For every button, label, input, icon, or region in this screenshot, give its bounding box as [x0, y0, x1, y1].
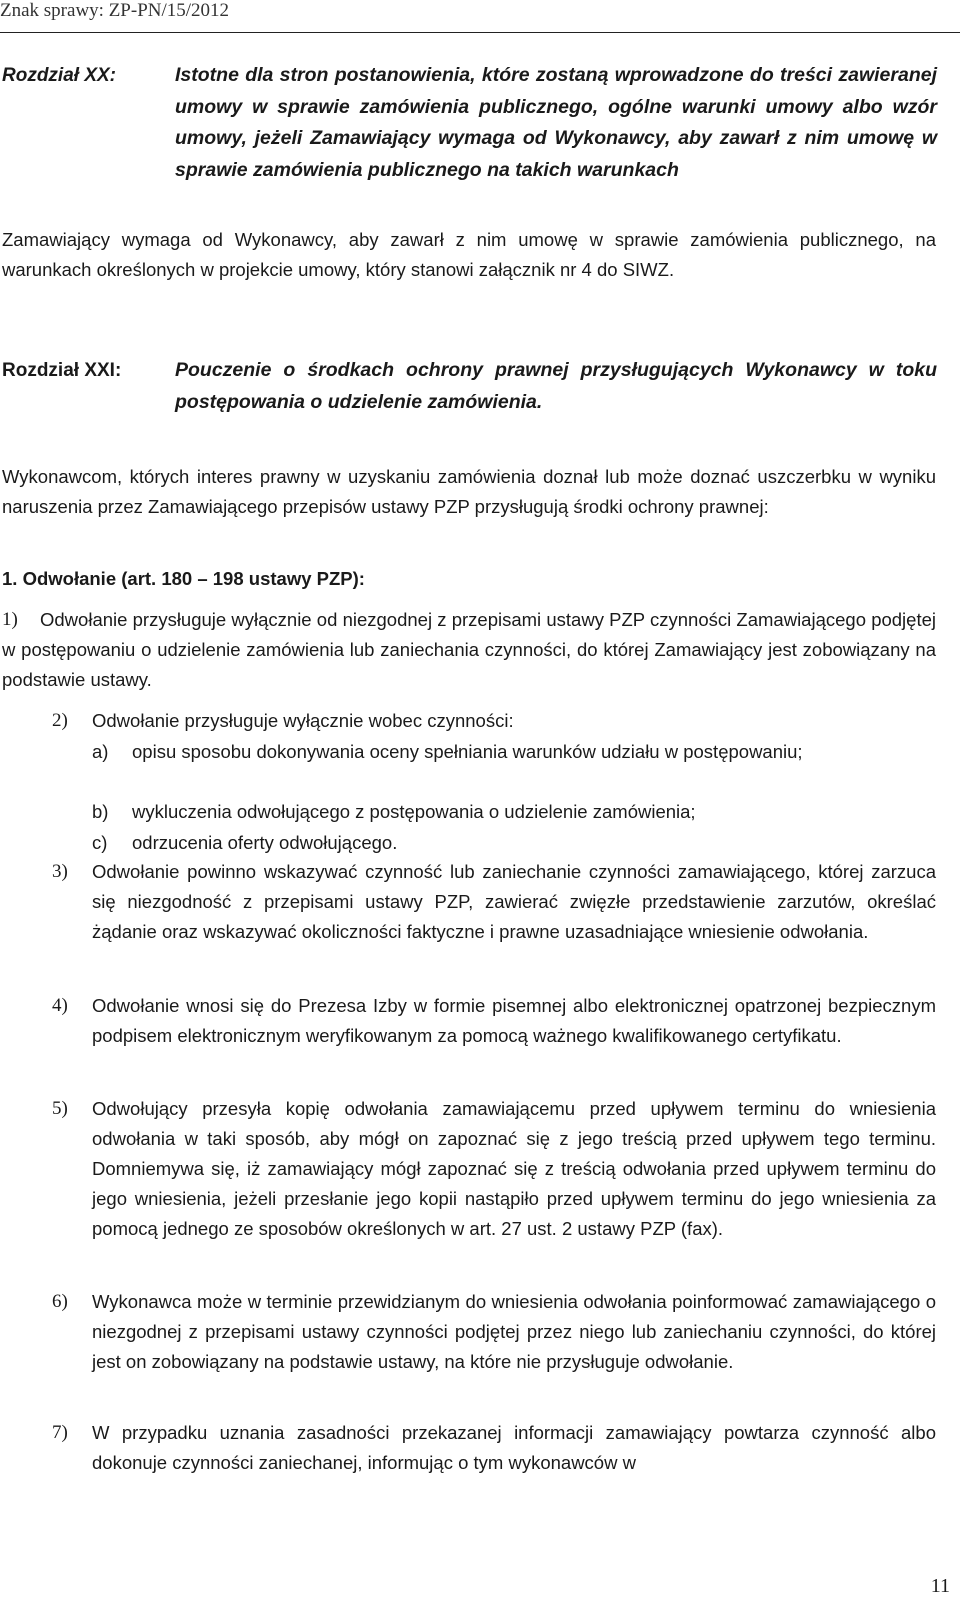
- list-item-7: [52, 1418, 936, 1478]
- list-item-number: 7): [52, 1422, 68, 1443]
- chapter-xxi-label: Rozdział XXI:: [2, 360, 122, 381]
- list-item-text: Wykonawca może w terminie przewidzianym do wniesienia odwołania poinformować zamawiającego o niezgodnej z przepisami ustawy czynności podjętej przez niego lub zaniechaniu czynności, do której jest on zobowiązany na podstawie ustawy, na które nie przysługuje odwołanie.: [92, 1291, 936, 1372]
- sub-item-a: [92, 737, 935, 767]
- sub-item-c: [92, 828, 935, 858]
- list-item-number: 6): [52, 1291, 68, 1312]
- case-reference: Znak sprawy: ZP-PN/15/2012: [0, 0, 230, 21]
- list-item-3: [52, 857, 936, 947]
- sub-item-text: odrzucenia oferty odwołującego.: [132, 832, 398, 853]
- list-item-4: [52, 991, 936, 1051]
- list-item-text: Odwołanie przysługuje wyłącznie od niezgodnej z przepisami ustawy PZP czynności Zamawiającego podjętej w postępowaniu o udzielenie zamówienia lub zaniechania czynności, do której Zamawiający jest zobowiązany na podstawie ustawy.: [2, 609, 936, 690]
- chapter-xxi-title: Pouczenie o środkach ochrony prawnej przysługujących Wykonawcy w toku postępowania o udzielenie zamówienia.: [175, 359, 937, 413]
- list-item-text: Odwołanie powinno wskazywać czynność lub zaniechanie czynności zamawiającego, której zarzuca się niezgodność z przepisami ustawy PZP, zawierać zwięzłe przedstawienie zarzutów, określać żądanie oraz wskazywać okoliczności faktyczne i prawne uzasadniające wniesienie odwołania.: [92, 861, 936, 942]
- list-item-6: [52, 1287, 936, 1377]
- list-item-5: [52, 1094, 936, 1244]
- list-item-text: Odwołujący przesyła kopię odwołania zamawiającemu przed upływem terminu do wniesienia odwołania w taki sposób, aby mógł on zapoznać się z jego treścią przed upływem tego terminu. Domniemywa się, iż zamawiający mógł zapoznać się z treścią odwołania przed upływem terminu do jego wniesienia, jeżeli przesłanie jego kopii nastąpiło przed upływem terminu do jego wniesienia za pomocą jednego ze sposobów określonych w art. 27 ust. 2 ustawy PZP (fax).: [92, 1098, 936, 1239]
- list-item-text: Odwołanie przysługuje wyłącznie wobec czynności:: [92, 710, 514, 731]
- list-item-number: 2): [52, 710, 68, 731]
- sub-item-letter: a): [92, 741, 109, 762]
- chapter-xx-title: Istotne dla stron postanowienia, które zostaną wprowadzone do treści zawieranej umowy w sprawie zamówienia publicznego, ogólne warunki umowy albo wzór umowy, jeżeli Zamawiający wymaga od Wykonawcy, aby zawarł z nim umowę w sprawie zamówienia publicznego na takich warunkach: [175, 64, 937, 181]
- chapter-xx-label: Rozdział XX:: [2, 65, 117, 86]
- header-rule: [0, 32, 960, 33]
- sub-item-text: wykluczenia odwołującego z postępowania o udzielenie zamówienia;: [132, 801, 696, 822]
- list-item-number: 4): [52, 995, 68, 1016]
- sub-item-letter: b): [92, 801, 109, 822]
- list-item-text: W przypadku uznania zasadności przekazanej informacji zamawiający powtarza czynność albo dokonuje czynności zaniechanej, informując o tym wykonawców w: [92, 1422, 936, 1473]
- list-item-number: 3): [52, 861, 68, 882]
- sub-item-text: opisu sposobu dokonywania oceny spełniania warunków udziału w postępowaniu;: [132, 741, 803, 762]
- list-item-number: 1): [2, 609, 18, 630]
- list-item-text: Odwołanie wnosi się do Prezesa Izby w formie pisemnej albo elektronicznej opatrzonej bezpiecznym podpisem elektronicznym weryfikowanym za pomocą ważnego kwalifikowanego certyfikatu.: [92, 995, 936, 1046]
- list-item-1: [2, 605, 936, 695]
- sub-item-letter: c): [92, 832, 108, 853]
- chapter-xx-body: Zamawiający wymaga od Wykonawcy, aby zawarł z nim umowę w sprawie zamówienia publicznego, na warunkach określonych w projekcie umowy, który stanowi załącznik nr 4 do SIWZ.: [2, 229, 936, 280]
- sub-item-b: [92, 797, 935, 827]
- chapter-xxi-intro: Wykonawcom, których interes prawny w uzyskaniu zamówienia doznał lub może doznać uszczerbku w wyniku naruszenia przez Zamawiającego przepisów ustawy PZP przysługują środki ochrony prawnej:: [2, 466, 936, 517]
- list-item-2: [52, 706, 936, 736]
- page-number: 11: [930, 1575, 950, 1597]
- list-item-number: 5): [52, 1098, 68, 1119]
- section-1-heading: 1. Odwołanie (art. 180 – 198 ustawy PZP):: [2, 568, 365, 589]
